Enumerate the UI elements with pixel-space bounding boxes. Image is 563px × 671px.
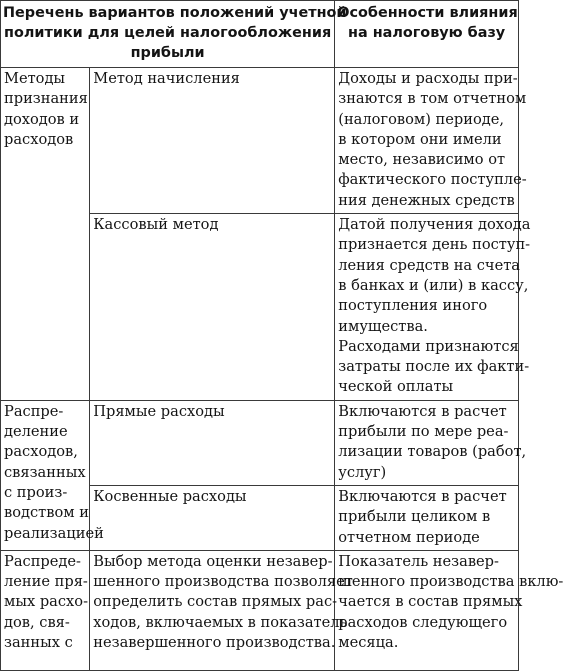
group-cell-cost-distribution: Распре- деление расходов, связанных с произ- водством и реализацией [1, 400, 90, 550]
header-tax-base-impact: Особенности влияния на налоговую базу [335, 1, 519, 68]
table-row [1, 400, 519, 485]
group-cell-direct-costs-distribution: Распреде- ление пря- мых расхо- дов, свя- занных с [1, 550, 90, 670]
variant-cell-wip-valuation: Выбор метода оценки незавер- шенного производства позволяет определить состав прямых рас- ходов, включаемых в показатель незавершенного производства. [90, 550, 335, 670]
effect-cell-direct-costs: Включаются в расчет прибыли по мере реа- лизации товаров (работ, услуг) [335, 400, 519, 485]
header-policy-options: Перечень вариантов положений учетной политики для целей налогообложения прибыли [1, 1, 335, 68]
group-cell-recognition-methods: Методы признания доходов и расходов [1, 68, 90, 401]
variant-cell-cash: Кассовый метод [90, 214, 335, 401]
variant-cell-direct-costs: Прямые расходы [90, 400, 335, 485]
table-row [1, 68, 519, 214]
table-row [1, 550, 519, 670]
effect-cell-cash: Датой получения дохода признается день поступ- ления средств на счета в банках и (или) в кассу, поступления иного имущества. Расходами признаются затраты после их факти- ческой оплаты [335, 214, 519, 401]
variant-cell-indirect-costs: Косвенные расходы [90, 485, 335, 550]
effect-cell-accrual: Доходы и расходы при- знаются в том отчетном (налоговом) периоде, в котором они имели место, независимо от фактического поступле- ния денежных средств [335, 68, 519, 214]
table-header-row [1, 1, 519, 68]
effect-cell-wip-valuation: Показатель незавер- шенного производства вклю- чается в состав прямых расходов следующего месяца. [335, 550, 519, 670]
variant-cell-accrual: Метод начисления [90, 68, 335, 214]
effect-cell-indirect-costs: Включаются в расчет прибыли целиком в отчетном периоде [335, 485, 519, 550]
